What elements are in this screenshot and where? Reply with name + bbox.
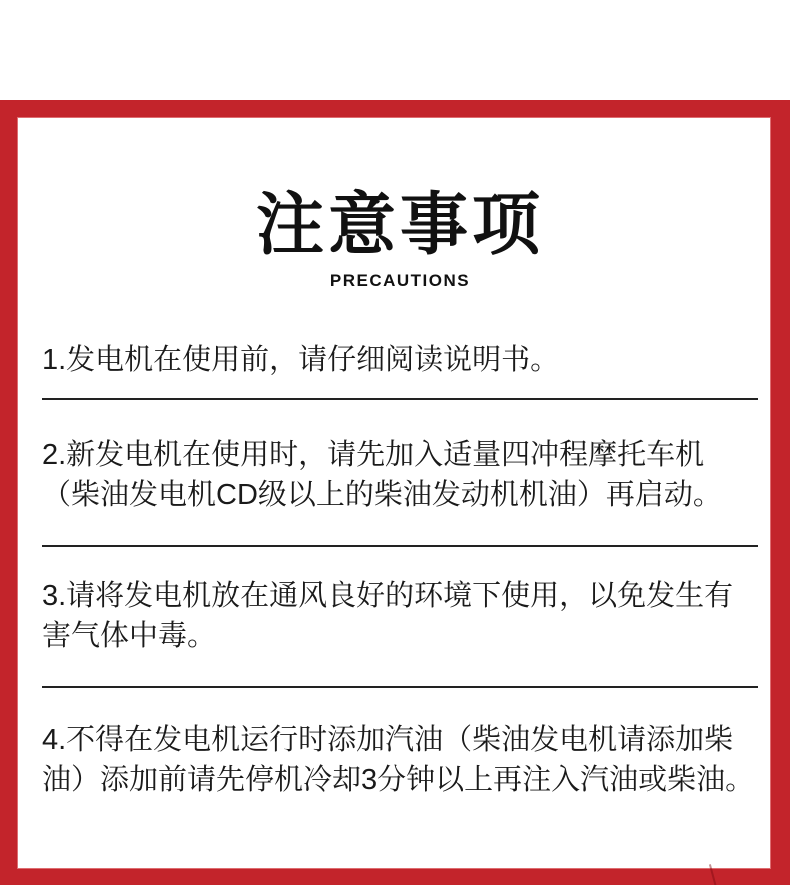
content-card <box>18 118 770 868</box>
precaution-item-1: 1.发电机在使用前，请仔细阅读说明书。 <box>42 344 560 376</box>
precaution-item-3: 3.请将发电机放在通风良好的环境下使用，以免发生有害气体中毒。 <box>42 580 734 652</box>
page-subtitle: PRECAUTIONS <box>329 271 471 290</box>
page-title: 注意事项 <box>255 187 544 263</box>
top-white-margin <box>0 0 790 100</box>
red-frame <box>0 100 790 885</box>
precaution-item-2: 2.新发电机在使用时，请先加入适量四冲程摩托车机（柴油发电机CD级以上的柴油发动机机油）再启动。 <box>42 439 722 511</box>
separator <box>42 686 758 688</box>
precaution-item-4: 4.不得在发电机运行时添加汽油（柴油发电机请添加柴油）添加前请先停机冷却3分钟以上再注入汽油或柴油。 <box>42 724 755 796</box>
separator <box>42 398 758 400</box>
separator <box>42 545 758 547</box>
